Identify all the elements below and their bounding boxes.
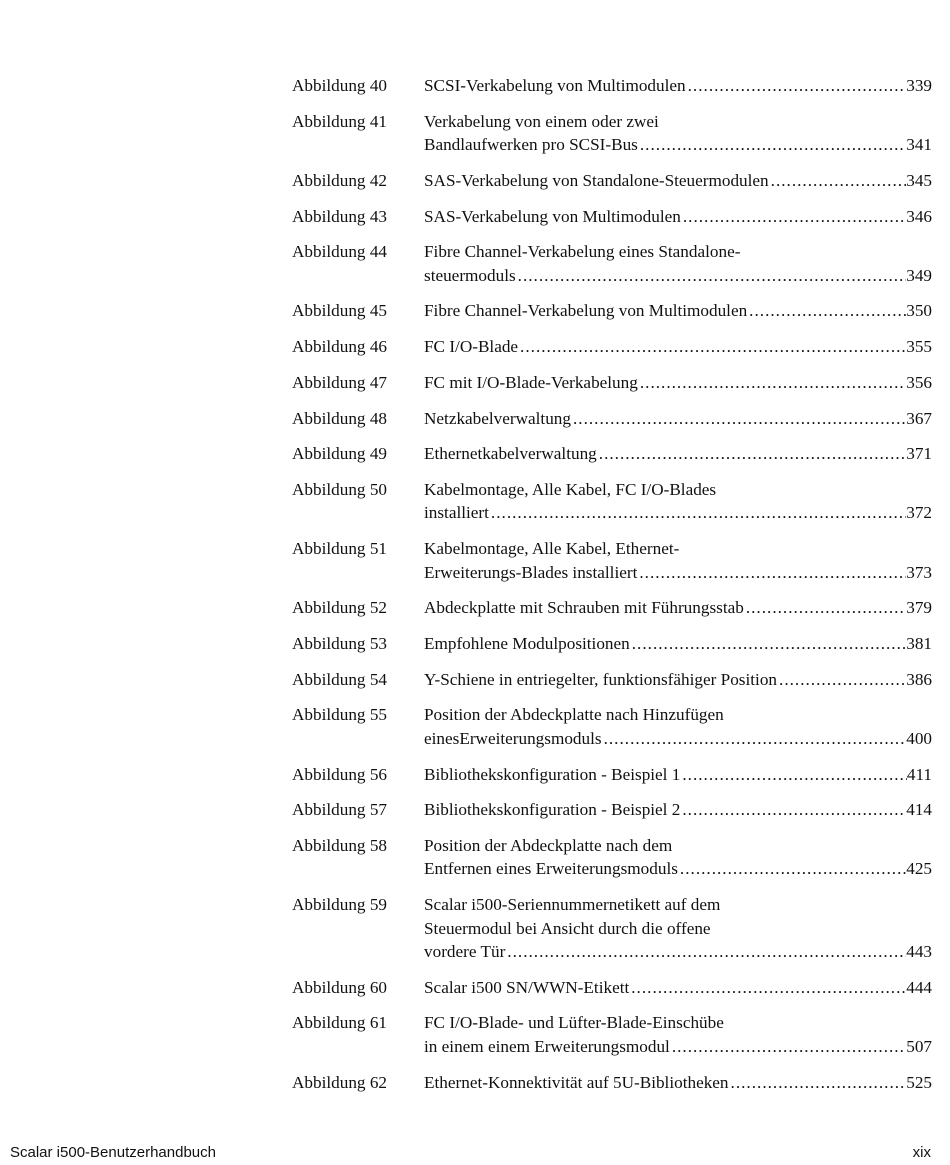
figure-title-text: Erweiterungs-Blades installiert (424, 562, 638, 582)
page-number[interactable]: 386 (906, 669, 932, 689)
dot-leader (670, 1035, 906, 1059)
page-number[interactable]: 425 (906, 859, 932, 879)
figure-title-text: einesErweiterungsmoduls (424, 728, 602, 748)
figure-title (424, 335, 932, 359)
figure-label: Abbildung 45 (292, 301, 388, 321)
toc-entry[interactable] (292, 169, 932, 193)
toc-entry[interactable] (292, 240, 932, 287)
figure-title-last-line (424, 632, 932, 656)
footer-page-number: xix (912, 1144, 931, 1161)
figure-title (424, 596, 932, 620)
figure-title (424, 1011, 932, 1058)
figure-title (424, 763, 932, 787)
figure-title (424, 240, 932, 287)
figure-label: Abbildung 49 (292, 444, 388, 464)
dot-leader (571, 407, 906, 431)
page-number[interactable]: 400 (906, 728, 932, 748)
figure-title-last-line (424, 205, 932, 229)
figure-title-text: Y-Schiene in entriegelter, funktionsfähiger Position (424, 669, 778, 689)
figure-title-last-line (424, 264, 932, 288)
dot-leader (680, 798, 906, 822)
figure-title (424, 1071, 932, 1095)
figure-label: Abbildung 57 (292, 800, 388, 820)
figure-title-last-line (424, 1035, 932, 1059)
page-number[interactable]: 411 (906, 764, 932, 784)
toc-entry[interactable] (292, 110, 932, 157)
toc-entry[interactable] (292, 703, 932, 750)
page-number[interactable]: 507 (906, 1036, 932, 1056)
figure-title-line: Position der Abdeckplatte nach Hinzufügen (424, 705, 724, 725)
dot-leader (630, 632, 906, 656)
toc-entry[interactable] (292, 632, 932, 656)
dot-leader (637, 561, 906, 585)
page-number[interactable]: 444 (906, 977, 932, 997)
dot-leader (744, 596, 906, 620)
toc-entry[interactable] (292, 442, 932, 466)
figure-label: Abbildung 43 (292, 206, 388, 226)
figure-label: Abbildung 47 (292, 372, 388, 392)
figure-title-line: FC I/O-Blade- und Lüfter-Blade-Einschübe (424, 1013, 724, 1033)
figure-label: Abbildung 48 (292, 408, 388, 428)
figure-title-text: Fibre Channel-Verkabelung von Multimodulen (424, 301, 748, 321)
figure-label: Abbildung 41 (292, 111, 388, 131)
page-number[interactable]: 373 (906, 562, 932, 582)
figure-label: Abbildung 59 (292, 895, 388, 915)
toc-entry[interactable] (292, 371, 932, 395)
page-number[interactable]: 350 (906, 301, 932, 321)
figure-title-last-line (424, 596, 932, 620)
dot-leader (638, 371, 906, 395)
figure-title-last-line (424, 976, 932, 1000)
figure-title-last-line (424, 1071, 932, 1095)
toc-entry[interactable] (292, 596, 932, 620)
figure-title-last-line (424, 335, 932, 359)
figure-title-last-line (424, 371, 932, 395)
figure-title-last-line (424, 727, 932, 751)
dot-leader (681, 205, 906, 229)
figure-label: Abbildung 56 (292, 764, 388, 784)
figure-title-line: Kabelmontage, Alle Kabel, Ethernet- (424, 539, 680, 559)
figure-label: Abbildung 50 (292, 479, 388, 499)
figure-title (424, 407, 932, 431)
page-number[interactable]: 443 (906, 942, 932, 962)
figure-label: Abbildung 51 (292, 539, 388, 559)
figure-title-text: in einem einem Erweiterungsmodul (424, 1036, 670, 1056)
figure-label: Abbildung 53 (292, 633, 388, 653)
page-number[interactable]: 371 (906, 444, 932, 464)
figure-label: Abbildung 44 (292, 242, 388, 262)
figure-title-text: Bibliothekskonfiguration - Beispiel 1 (424, 764, 681, 784)
toc-entry[interactable] (292, 834, 932, 881)
page-number[interactable]: 349 (906, 265, 932, 285)
dot-leader (518, 335, 906, 359)
page-number[interactable]: 525 (906, 1072, 932, 1092)
toc-entry[interactable] (292, 407, 932, 431)
figure-title-text: Bandlaufwerken pro SCSI-Bus (424, 135, 638, 155)
figure-label: Abbildung 54 (292, 669, 388, 689)
page-number[interactable]: 372 (906, 503, 932, 523)
footer-document-title: Scalar i500-Benutzerhandbuch (10, 1144, 216, 1161)
page-number[interactable]: 367 (906, 408, 932, 428)
toc-entry[interactable] (292, 537, 932, 584)
figure-title (424, 632, 932, 656)
figure-title-last-line (424, 407, 932, 431)
toc-entry[interactable] (292, 1071, 932, 1095)
figure-label: Abbildung 55 (292, 705, 388, 725)
figure-title-line: Verkabelung von einem oder zwei (424, 111, 659, 131)
figure-title-text: Netzkabelverwaltung (424, 408, 571, 428)
figure-title-text: steuermoduls (424, 265, 516, 285)
figure-title-last-line (424, 169, 932, 193)
figure-title (424, 537, 932, 584)
figure-label: Abbildung 46 (292, 337, 388, 357)
toc-entry[interactable] (292, 1011, 932, 1058)
figure-title-text: FC mit I/O-Blade-Verkabelung (424, 372, 638, 392)
toc-entry[interactable] (292, 74, 932, 98)
figure-title-last-line (424, 940, 932, 964)
figure-title (424, 976, 932, 1000)
page-number[interactable]: 339 (906, 76, 932, 95)
figure-title (424, 668, 932, 692)
figure-title-text: SAS-Verkabelung von Multimodulen (424, 206, 681, 226)
figure-title (424, 834, 932, 881)
figure-label: Abbildung 40 (292, 76, 388, 95)
figure-label: Abbildung 58 (292, 835, 388, 855)
figure-title-text: Entfernen eines Erweiterungsmoduls (424, 859, 678, 879)
figure-title-last-line (424, 501, 932, 525)
figure-title-last-line (424, 74, 932, 98)
dot-leader (729, 1071, 907, 1095)
figure-title (424, 442, 932, 466)
figure-title (424, 478, 932, 525)
figure-title-last-line (424, 668, 932, 692)
dot-leader (777, 668, 906, 692)
figure-title-text: SAS-Verkabelung von Standalone-Steuermodulen (424, 170, 769, 190)
dot-leader (516, 264, 907, 288)
figure-title (424, 893, 932, 964)
figure-title-line: Steuermodul bei Ansicht durch die offene (424, 918, 711, 938)
figure-title (424, 205, 932, 229)
figure-title-last-line (424, 798, 932, 822)
dot-leader (489, 501, 906, 525)
figure-title-text: vordere Tür (424, 942, 506, 962)
page-number[interactable]: 379 (906, 598, 932, 618)
figure-title-text: SCSI-Verkabelung von Multimodulen (424, 76, 686, 95)
toc-entry[interactable] (292, 478, 932, 525)
figure-title-text: Abdeckplatte mit Schrauben mit Führungsstab (424, 598, 744, 618)
figure-label: Abbildung 60 (292, 977, 388, 997)
figure-title-last-line (424, 133, 932, 157)
figure-title (424, 703, 932, 750)
dot-leader (747, 299, 906, 323)
figure-title-text: Ethernetkabelverwaltung (424, 444, 597, 464)
toc-entry[interactable] (292, 668, 932, 692)
toc-entry[interactable] (292, 893, 932, 964)
figure-title-text: FC I/O-Blade (424, 337, 519, 357)
dot-leader (629, 976, 906, 1000)
figure-title-last-line (424, 299, 932, 323)
page-number[interactable]: 345 (906, 170, 932, 190)
figure-title-line: Kabelmontage, Alle Kabel, FC I/O-Blades (424, 479, 717, 499)
figure-title (424, 299, 932, 323)
figure-title (424, 74, 932, 98)
toc-entry[interactable] (292, 763, 932, 787)
figure-title-text: Ethernet-Konnektivität auf 5U-Bibliotheken (424, 1072, 729, 1092)
figure-label: Abbildung 52 (292, 598, 388, 618)
figure-label: Abbildung 62 (292, 1072, 388, 1092)
dot-leader (678, 857, 906, 881)
figure-title (424, 371, 932, 395)
figure-list (292, 74, 932, 1106)
page-number[interactable]: 414 (906, 800, 932, 820)
dot-leader (638, 133, 906, 157)
toc-entry[interactable] (292, 335, 932, 359)
figure-title-last-line (424, 763, 932, 787)
figure-title-line: Position der Abdeckplatte nach dem (424, 835, 673, 855)
toc-entry[interactable] (292, 299, 932, 323)
figure-title-line: Scalar i500-Seriennummernetikett auf dem (424, 895, 721, 915)
dot-leader (680, 763, 906, 787)
page-number[interactable]: 346 (906, 206, 932, 226)
page-number[interactable]: 381 (906, 633, 932, 653)
figure-title (424, 110, 932, 157)
figure-title-last-line (424, 857, 932, 881)
dot-leader (602, 727, 907, 751)
figure-label: Abbildung 42 (292, 170, 388, 190)
toc-entry[interactable] (292, 798, 932, 822)
figure-title-text: Scalar i500 SN/WWN-Etikett (424, 977, 630, 997)
page-number[interactable]: 355 (906, 337, 932, 357)
page-number[interactable]: 356 (906, 372, 932, 392)
figure-title-text: Empfohlene Modulpositionen (424, 633, 630, 653)
toc-entry[interactable] (292, 976, 932, 1000)
dot-leader (505, 940, 906, 964)
figure-title (424, 169, 932, 193)
figure-title-text: Bibliothekskonfiguration - Beispiel 2 (424, 800, 681, 820)
dot-leader (769, 169, 907, 193)
dot-leader (597, 442, 906, 466)
dot-leader (686, 74, 907, 98)
figure-title-text: installiert (424, 503, 489, 523)
figure-label: Abbildung 61 (292, 1013, 388, 1033)
figure-title-last-line (424, 442, 932, 466)
figure-title (424, 798, 932, 822)
figure-title-last-line (424, 561, 932, 585)
page-number[interactable]: 341 (906, 135, 932, 155)
figure-title-line: Fibre Channel-Verkabelung eines Standalone- (424, 242, 741, 262)
toc-entry[interactable] (292, 205, 932, 229)
